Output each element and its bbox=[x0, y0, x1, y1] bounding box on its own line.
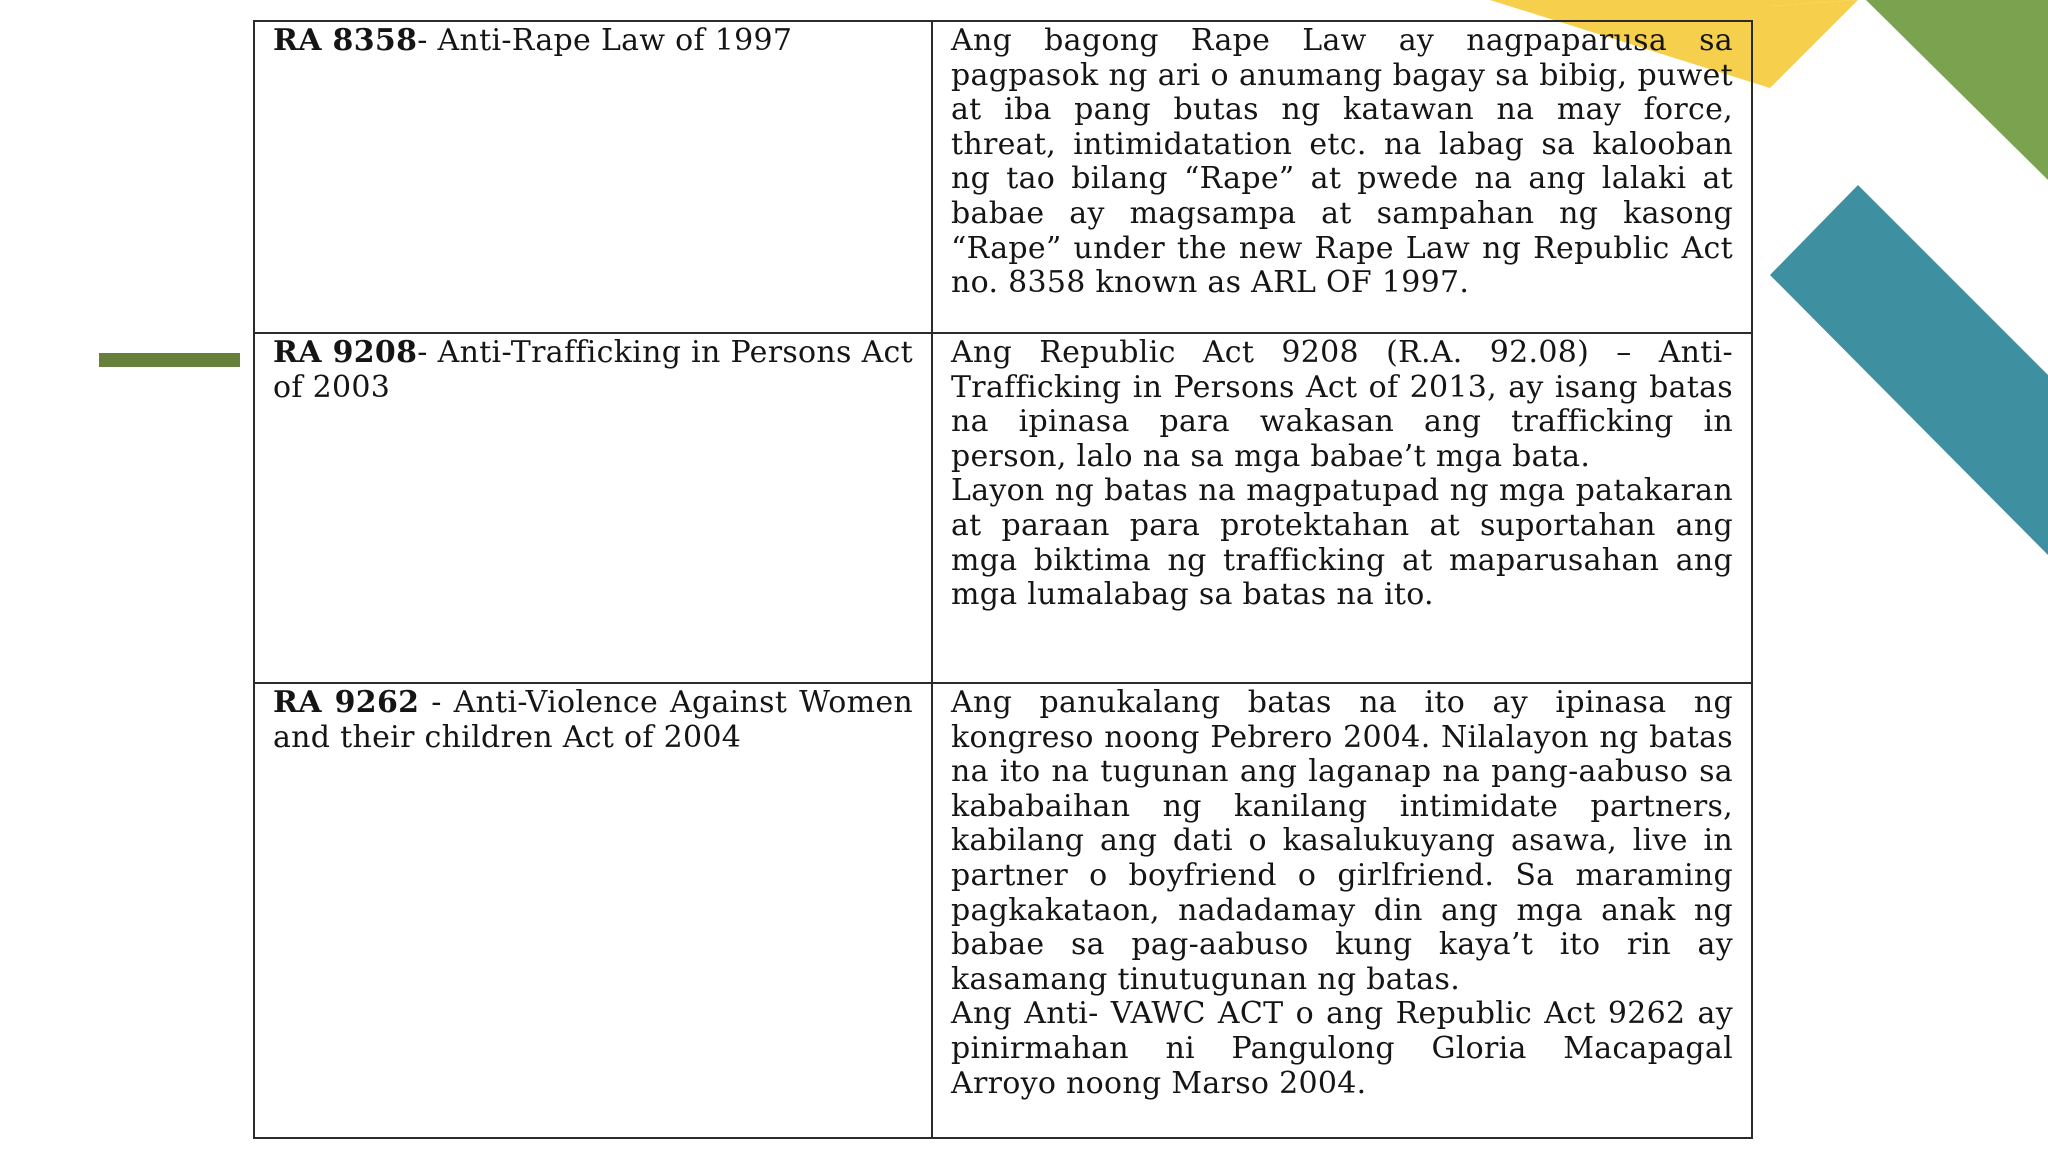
law-description-cell bbox=[932, 683, 1752, 1138]
table-row bbox=[254, 683, 1752, 1138]
description-paragraph: Ang Republic Act 9208 (R.A. 92.08) – Anti-Trafficking in Persons Act of 2013, ay isang batas na ipinasa para wakasan ang trafficking in person, lalo na sa mga babae’t mga bata. bbox=[951, 335, 1733, 474]
laws-table bbox=[253, 20, 1753, 1139]
description-paragraph: Ang Anti- VAWC ACT o ang Republic Act 9262 ay pinirmahan ni Pangulong Gloria Macapagal Arroyo noong Marso 2004. bbox=[951, 996, 1733, 1101]
teal-stripe bbox=[1770, 185, 2048, 555]
law-number: RA 9208 bbox=[273, 335, 418, 370]
law-number: RA 9262 bbox=[273, 685, 420, 720]
green-dash bbox=[99, 353, 240, 367]
law-name-cell bbox=[254, 333, 932, 683]
description-paragraph: Ang bagong Rape Law ay nagpaparusa sa pagpasok ng ari o anumang bagay sa bibig, puwet at iba pang butas ng katawan na may force, threat, intimidatation etc. na labag sa kalooban ng tao bilang “Rape” at pwede na ang lalaki at babae ay magsampa at sampahan ng kasong “Rape” under the new Rape Law ng Republic Act no. 8358 known as ARL OF 1997. bbox=[951, 23, 1733, 301]
law-title: - Anti-Violence Against Women and their children Act of 2004 bbox=[273, 685, 913, 755]
description-paragraph: Ang panukalang batas na ito ay ipinasa ng kongreso noong Pebrero 2004. Nilalayon ng batas na ito na tugunan ang laganap na pang-aabuso sa kababaihan ng kanilang intimidate partners, kabilang ang dati o kasalukuyang asawa, live in partner o boyfriend o girlfriend. Sa maraming pagkakataon, nadadamay din ang mga anak ng babae sa pag-aabuso kung kaya’t ito rin ay kasamang tinutugunan ng batas. bbox=[951, 685, 1733, 997]
law-name-cell bbox=[254, 21, 932, 333]
table-row bbox=[254, 333, 1752, 683]
law-description-cell bbox=[932, 21, 1752, 333]
yellow-triangle-body bbox=[1770, 0, 1858, 88]
law-name-cell bbox=[254, 683, 932, 1138]
table-row bbox=[254, 21, 1752, 333]
description-paragraph: Layon ng batas na magpatupad ng mga patakaran at paraan para protektahan at suportahan ang mga biktima ng trafficking at maparusahan ang mga lumalabag sa batas na ito. bbox=[951, 473, 1733, 613]
law-description-cell bbox=[932, 333, 1752, 683]
law-title: - Anti-Trafficking in Persons Act of 2003 bbox=[273, 335, 914, 405]
law-title: - Anti-Rape Law of 1997 bbox=[417, 23, 793, 58]
green-triangle bbox=[1866, 0, 2048, 180]
law-number: RA 8358 bbox=[273, 23, 418, 58]
